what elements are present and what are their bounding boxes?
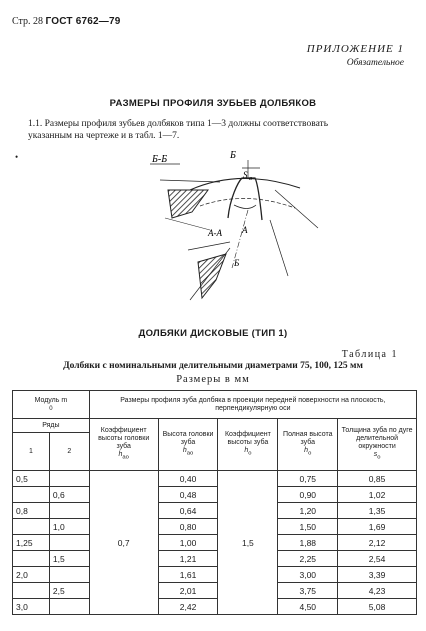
cell-tooth-thickness: 1,69	[338, 519, 417, 535]
label-s-sub: a	[249, 176, 252, 182]
cell-row1-module	[13, 583, 50, 599]
cell-tooth-thickness: 1,02	[338, 487, 417, 503]
cell-full-height: 3,75	[278, 583, 338, 599]
header-rows: Ряды	[13, 419, 90, 433]
cell-tooth-thickness: 0,85	[338, 471, 417, 487]
paragraph-line-1: 1.1. Размеры профиля зубьев долбяков типа 1—3 должны соответствовать	[28, 119, 329, 129]
cell-row1-module	[13, 487, 50, 503]
cell-row2-module	[49, 567, 89, 583]
cell-row1-module: 3,0	[13, 599, 50, 615]
cell-head-height: 1,00	[158, 535, 218, 551]
label-b-top: Б	[230, 150, 236, 161]
cell-head-coef: 0,7	[89, 471, 158, 615]
cell-tooth-thickness: 4,23	[338, 583, 417, 599]
header-full-height: Полная высота зуба $h_о$	[278, 419, 338, 471]
section-2-title: ДОЛБЯКИ ДИСКОВЫЕ (ТИП 1)	[138, 328, 288, 339]
cell-full-height: 2,25	[278, 551, 338, 567]
cell-row1-module: 0,5	[13, 471, 50, 487]
label-aa: А-А	[208, 228, 222, 238]
appendix-status: Обязательное	[346, 58, 404, 68]
table-row	[13, 567, 417, 583]
cell-row2-module: 0,6	[49, 487, 89, 503]
header-tooth-thickness: Толщина зуба по дуге делительной окружности $s_о$	[338, 419, 417, 471]
cell-row1-module	[13, 551, 50, 567]
cell-full-height: 1,50	[278, 519, 338, 535]
cell-tooth-thickness: 2,12	[338, 535, 417, 551]
cell-row1-module: 2,0	[13, 567, 50, 583]
appendix-title: ПРИЛОЖЕНИЕ 1	[306, 43, 404, 55]
cell-row2-module: 1,0	[49, 519, 89, 535]
page-header	[12, 16, 120, 27]
tooth-outline	[188, 160, 318, 276]
cell-head-height: 2,01	[158, 583, 218, 599]
cell-row1-module: 1,25	[13, 535, 50, 551]
cell-tooth-coef: 1,5	[218, 471, 278, 615]
header-row-2: 2	[49, 433, 89, 471]
cell-full-height: 1,88	[278, 535, 338, 551]
module-table	[12, 390, 417, 615]
section-title: РАЗМЕРЫ ПРОФИЛЯ ЗУБЬЕВ ДОЛБЯКОВ	[109, 98, 317, 109]
paragraph-line-2: указанным на чертеже и в табл. 1—7.	[28, 131, 180, 141]
cell-row2-module: 1,5	[49, 551, 89, 567]
header-profile: Размеры профиля зуба долбяка в проекции передней поверхности на плоскость, перпендикулярную оси	[89, 391, 416, 419]
table-row	[13, 599, 417, 615]
header-row-1: 1	[13, 433, 50, 471]
label-a: А	[242, 225, 248, 235]
cell-row1-module	[13, 519, 50, 535]
table-row	[13, 487, 417, 503]
label-section-bb: Б-Б	[152, 154, 168, 165]
header-head-coef: Коэффициент высоты головки зуба $h_{aо}$	[89, 419, 158, 471]
table-row	[13, 503, 417, 519]
table-row	[13, 519, 417, 535]
table-row	[13, 551, 417, 567]
header-tooth-coef: Коэффициент высоты зуба $h_о$	[218, 419, 278, 471]
tooth-profile-drawing	[130, 150, 330, 330]
table-row	[13, 535, 417, 551]
table-row	[13, 583, 417, 599]
cell-tooth-thickness: 2,54	[338, 551, 417, 567]
header-module: Модуль m 0	[13, 391, 90, 419]
cell-row2-module	[49, 535, 89, 551]
cell-full-height: 0,75	[278, 471, 338, 487]
cell-head-height: 0,40	[158, 471, 218, 487]
label-s: S	[243, 170, 248, 180]
page-number: Стр. 28	[12, 16, 44, 27]
standard-code: ГОСТ 6762—79	[45, 16, 121, 27]
cell-tooth-thickness: 1,35	[338, 503, 417, 519]
table-units: Размеры в мм	[176, 374, 250, 385]
cell-row2-module	[49, 599, 89, 615]
cell-tooth-thickness: 3,39	[338, 567, 417, 583]
bullet-mark: •	[15, 152, 19, 162]
cell-full-height: 3,00	[278, 567, 338, 583]
table-body	[13, 471, 417, 615]
cell-row1-module: 0,8	[13, 503, 50, 519]
table-row	[13, 471, 417, 487]
cell-head-height: 0,64	[158, 503, 218, 519]
cell-head-height: 2,42	[158, 599, 218, 615]
cell-row2-module	[49, 503, 89, 519]
section-bb-view	[160, 180, 220, 230]
cell-row2-module: 2,5	[49, 583, 89, 599]
cell-row2-module	[49, 471, 89, 487]
cell-head-height: 0,80	[158, 519, 218, 535]
cell-head-height: 0,48	[158, 487, 218, 503]
paragraph-1-1	[28, 118, 408, 142]
cell-full-height: 4,50	[278, 599, 338, 615]
table-caption: Долбяки с номинальными делительными диаметрами 75, 100, 125 мм	[63, 361, 363, 371]
table-number: Таблица 1	[341, 349, 398, 360]
header-head-height: Высота головки зуба $h_{aо}$	[158, 419, 218, 471]
cell-head-height: 1,21	[158, 551, 218, 567]
section-aa-view	[190, 248, 230, 300]
cell-head-height: 1,61	[158, 567, 218, 583]
cell-full-height: 1,20	[278, 503, 338, 519]
cell-tooth-thickness: 5,08	[338, 599, 417, 615]
label-b-bottom: Б	[234, 258, 240, 268]
cell-full-height: 0,90	[278, 487, 338, 503]
